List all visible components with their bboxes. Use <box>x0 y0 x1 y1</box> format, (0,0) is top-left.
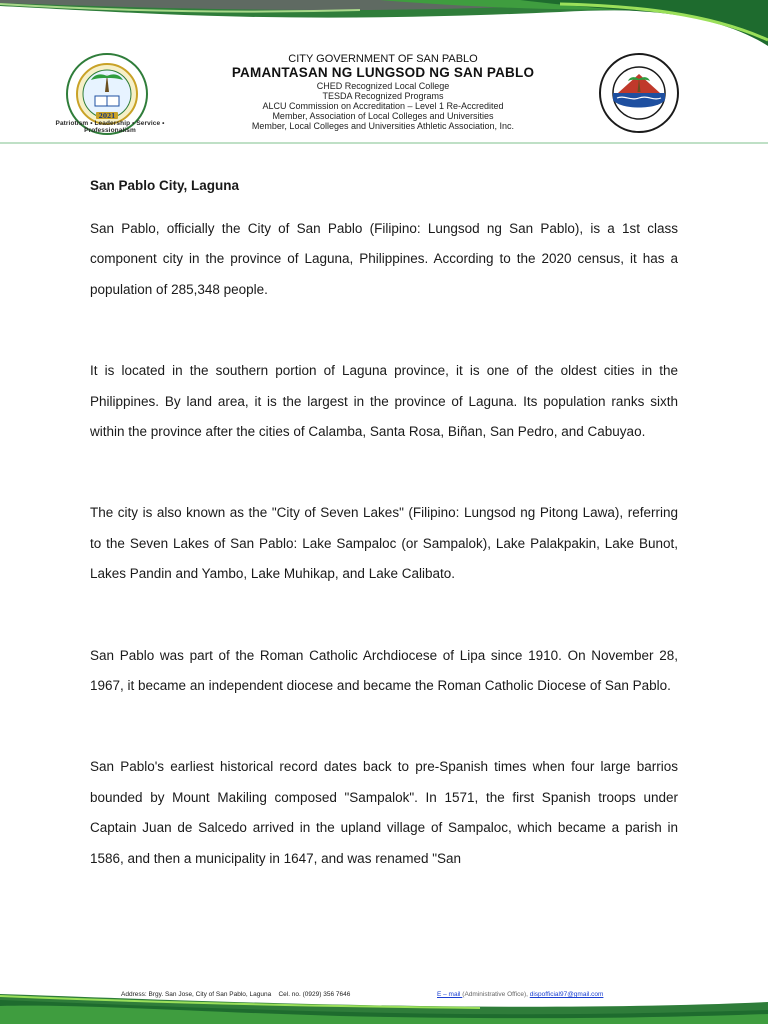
header-wave-decoration <box>0 0 768 50</box>
university-name: PAMANTASAN NG LUNGSOD NG SAN PABLO <box>231 65 535 80</box>
seal-year: 2021 <box>98 113 116 120</box>
letterhead <box>0 50 768 140</box>
motto: Patriotism • Leadership • Service • Professionalism <box>55 120 165 134</box>
accreditation-line: Member, Association of Local Colleges and Universities <box>272 111 494 121</box>
paragraph: San Pablo was part of the Roman Catholic Archdiocese of Lipa since 1910. On November 28, 1967, it became an independent diocese and became the Roman Catholic Diocese of San Pablo. <box>90 647 678 694</box>
document-title: San Pablo City, Laguna <box>90 178 240 193</box>
city-seal-icon <box>598 52 680 134</box>
paragraph: San Pablo, officially the City of San Pablo (Filipino: Lungsod ng San Pablo), is a 1st class component city in the province of Laguna, Philippines. According to the 2020 census, it has a population of 285,348 people. <box>90 221 678 297</box>
accreditation-line: CHED Recognized Local College <box>316 81 450 91</box>
paragraph: It is located in the southern portion of Laguna province, it is one of the oldest cities in the Philippines. By land area, it is the largest in the province of Laguna. Its population ranks sixth within the province after the cities of Calamba, Santa Rosa, Biñan, San Pedro, and Cabuyao. <box>90 363 678 440</box>
paragraph: The city is also known as the "City of Seven Lakes" (Filipino: Lungsod ng Pitong Lawa), referring to the Seven Lakes of San Pablo: Lake Sampaloc (or Sampalok), Lake Palakpakin, Lake Bunot, Lakes Pandin and Yambo, Lake Muhikap, and Lake Calibato. <box>90 505 678 582</box>
document-body <box>90 178 678 925</box>
accreditation-line: ALCU Commission on Accreditation – Level 1 Re-Accredited <box>262 101 504 111</box>
header-divider <box>0 142 768 144</box>
email-office: (Administrative Office), <box>462 991 530 998</box>
institution-heading <box>200 53 566 131</box>
paragraph: San Pablo's earliest historical record dates back to pre-Spanish times when four large barrios bounded by Mount Makiling composed "Sampalok". In 1571, the first Spanish troops under Captain Juan de Salcedo arrived in the upland village of Sampaloc, which became a parish in 1586, and then a municipality in 1647, and was renamed "San <box>90 759 678 866</box>
accreditation-line: TESDA Recognized Programs <box>322 91 444 101</box>
city-government-title: CITY GOVERNMENT OF SAN PABLO <box>288 53 478 65</box>
address-text: Address: Brgy. San Jose, City of San Pablo, Laguna <box>121 991 272 998</box>
footer-wave-decoration <box>0 984 768 1024</box>
accreditation-line: Member, Local Colleges and Universities Athletic Association, Inc. <box>251 121 515 131</box>
cel-number: Cel. no. (0929) 356 7646 <box>278 991 351 998</box>
email-label-link[interactable]: E – mail <box>437 991 463 998</box>
email-address-link[interactable]: dispofficial97@gmail.com <box>529 991 604 998</box>
